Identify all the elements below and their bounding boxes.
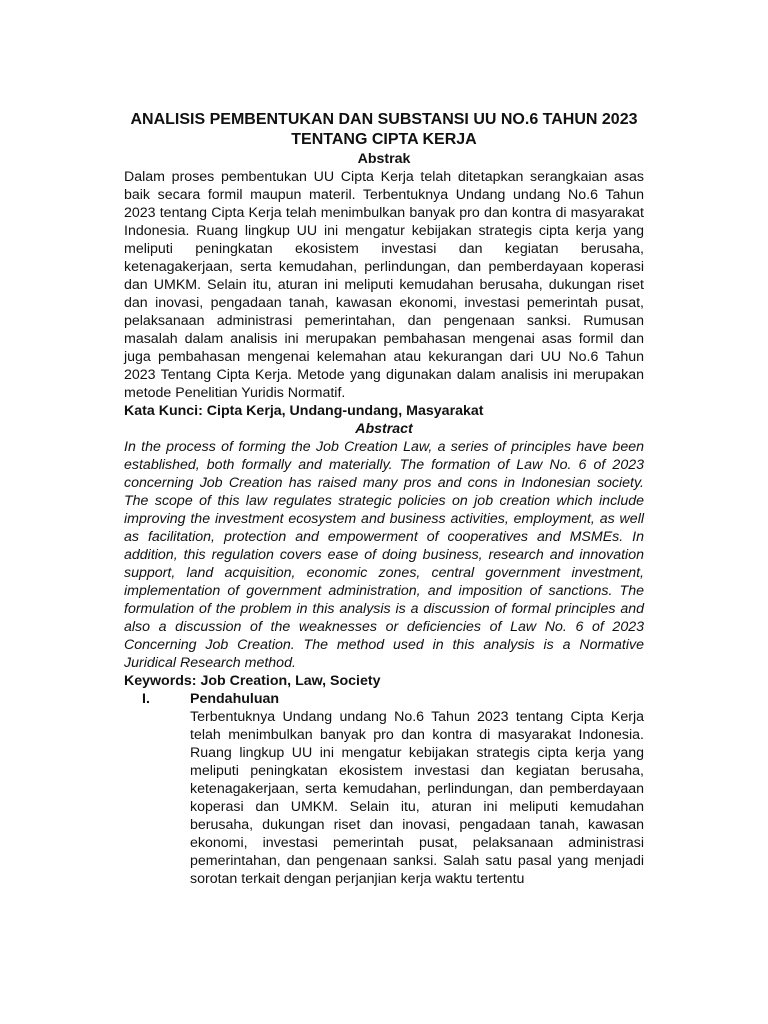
section-title: Pendahuluan — [190, 691, 280, 707]
keywords: Keywords: Job Creation, Law, Society — [124, 673, 381, 689]
abstract-heading: Abstract — [355, 421, 413, 437]
document-page — [124, 110, 644, 888]
section-pendahuluan — [124, 690, 644, 888]
kata-kunci: Kata Kunci: Cipta Kerja, Undang-undang, Masyarakat — [124, 403, 484, 419]
abstract-paragraph: In the process of forming the Job Creation Law, a series of principles have been established, both formally and materially. The formation of Law No. 6 of 2023 concerning Job Creation has raised many pros and cons in Indonesian society. The scope of this law regulates strategic policies on job creation which include improving the investment ecosystem and business activities, employment, as well as facilitation, protection and empowerment of cooperatives and MSMEs. In addition, this regulation covers ease of doing business, research and innovation support, land acquisition, economic zones, central government investment, implementation of government administration, and imposition of sanctions. The formulation of the problem in this analysis is a discussion of formal principles and also a discussion of the weaknesses or deficiencies of Law No. 6 of 2023 Concerning Job Creation. The method used in this analysis is a Normative Juridical Research method. — [124, 439, 644, 671]
abstrak-heading: Abstrak — [357, 151, 411, 167]
section-number: I. — [142, 691, 150, 707]
abstrak-paragraph: Dalam proses pembentukan UU Cipta Kerja telah ditetapkan serangkaian asas baik secara formil maupun materil. Terbentuknya Undang undang No.6 Tahun 2023 tentang Cipta Kerja telah menimbulkan banyak pro dan kontra di masyarakat Indonesia. Ruang lingkup UU ini mengatur kebijakan strategis cipta kerja yang meliputi peningkatan ekosistem investasi dan kegiatan berusaha, ketenagakerjaan, serta kemudahan, perlindungan, dan pemberdayaan koperasi dan UMKM. Selain itu, aturan ini meliputi kemudahan berusaha, dukungan riset dan inovasi, pengadaan tanah, kawasan ekonomi, investasi pemerintah pusat, pelaksanaan administrasi pemerintahan, dan pengenaan sanksi. Rumusan masalah dalam analisis ini merupakan pembahasan mengenai asas formil dan juga pembahasan mengenai kelemahan atau kekurangan dari UU No.6 Tahun 2023 Tentang Cipta Kerja. Metode yang digunakan dalam analisis ini merupakan metode Penelitian Yuridis Normatif. — [124, 169, 644, 401]
section-paragraph: Terbentuknya Undang undang No.6 Tahun 2023 tentang Cipta Kerja telah menimbulkan banyak pro dan kontra di masyarakat Indonesia. Ruang lingkup UU ini mengatur kebijakan strategis cipta kerja yang meliputi peningkatan ekosistem investasi dan kegiatan berusaha, ketenagakerjaan, serta kemudahan, perlindungan, dan pemberdayaan koperasi dan UMKM. Selain itu, aturan ini meliputi kemudahan berusaha, dukungan riset dan inovasi, pengadaan tanah, kawasan ekonomi, investasi pemerintah pusat, pelaksanaan administrasi pemerintahan, dan pengenaan sanksi. Salah satu pasal yang menjadi sorotan terkait dengan perjanjian kerja waktu tertentu — [190, 709, 644, 887]
section-body — [190, 690, 644, 888]
document-title: ANALISIS PEMBENTUKAN DAN SUBSTANSI UU NO.6 TAHUN 2023 TENTANG CIPTA KERJA — [130, 111, 638, 148]
